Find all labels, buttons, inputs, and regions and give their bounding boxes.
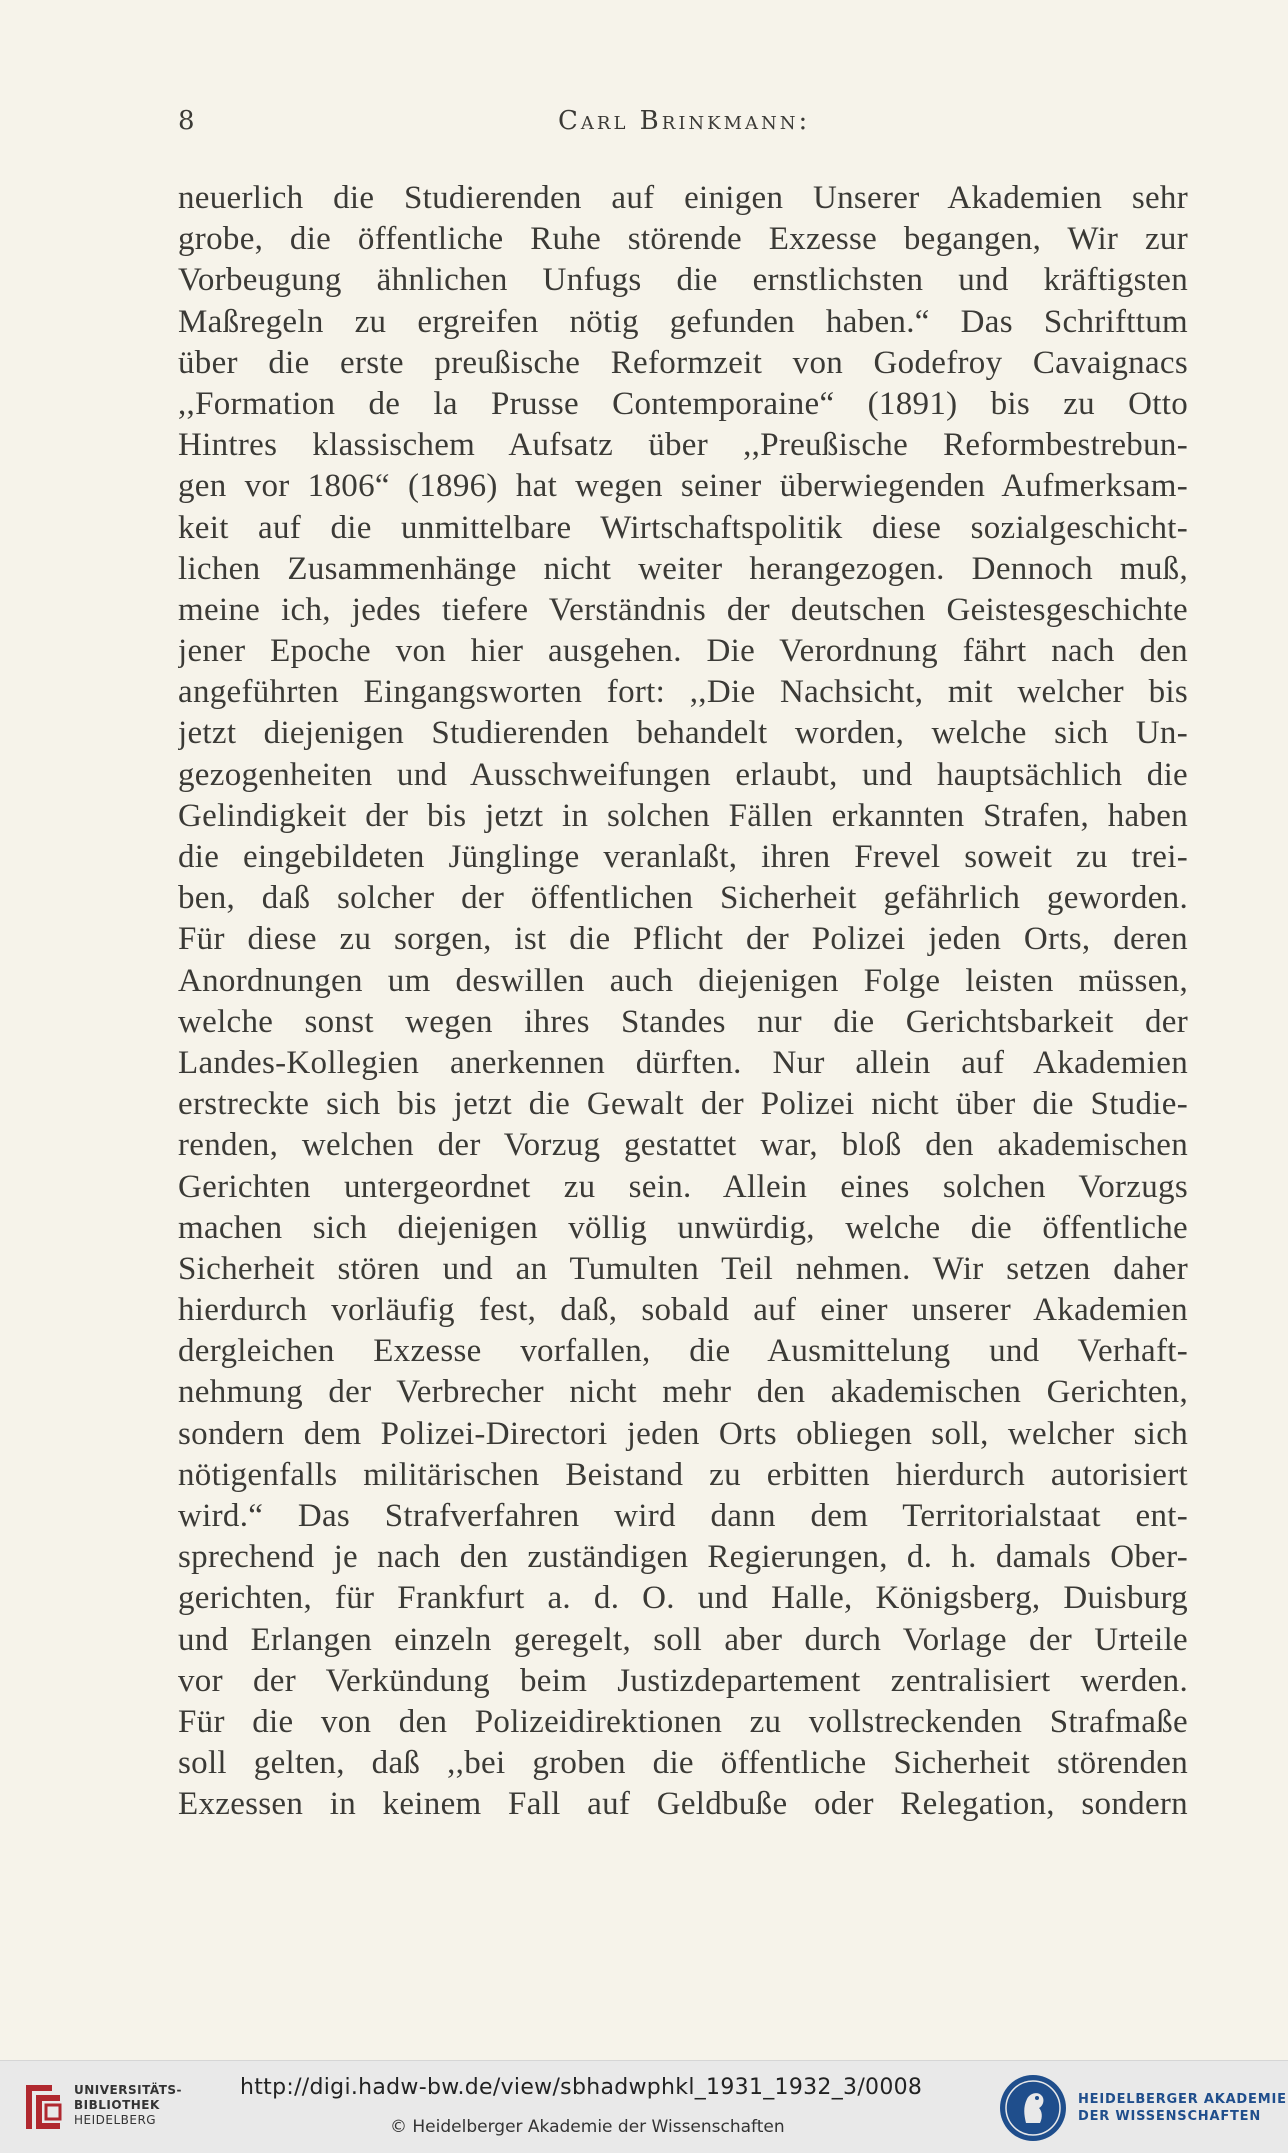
- academy-name: [1078, 2091, 1287, 2125]
- university-library-logo-icon: [18, 2079, 68, 2135]
- academy-line-1: HEIDELBERGER AKADEMIE: [1078, 2092, 1287, 2107]
- text-line: gerichten, für Frankfurt a. d. O. und Halle, Königsberg, Duisburg: [178, 1580, 1188, 1617]
- academy-line-2: DER WISSENSCHAFTEN: [1078, 2109, 1262, 2124]
- text-line: gezogenheiten und Ausschweifungen erlaubt, und hauptsächlich die: [178, 756, 1188, 793]
- text-line: Anordnungen um deswillen auch diejenigen Folge leisten müssen,: [178, 962, 1188, 999]
- library-line-1: UNIVERSITÄTS-: [74, 2083, 183, 2097]
- text-line: keit auf die unmittelbare Wirtschaftspolitik diese sozialgeschicht-: [178, 509, 1188, 546]
- text-line: Maßregeln zu ergreifen nötig gefunden haben.“ Das Schrifttum: [178, 303, 1188, 340]
- text-line: ben, daß solcher der öffentlichen Sicherheit gefährlich geworden.: [178, 880, 1188, 917]
- text-line: sondern dem Polizei-Directori jeden Orts obliegen soll, welcher sich: [178, 1415, 1188, 1452]
- permalink-url[interactable]: http://digi.hadw-bw.de/view/sbhadwphkl_1931_1932_3/0008: [240, 2075, 923, 2100]
- copyright-notice: © Heidelberger Akademie der Wissenschaften: [390, 2117, 785, 2137]
- library-line-2: BIBLIOTHEK: [74, 2098, 160, 2112]
- university-library-name: [74, 2083, 182, 2128]
- text-line: meine ich, jedes tiefere Verständnis der deutschen Geistesgeschichte: [178, 591, 1188, 628]
- text-line: erstreckte sich bis jetzt die Gewalt der Polizei nicht über die Studie-: [178, 1086, 1188, 1123]
- text-line: wird.“ Das Strafverfahren wird dann dem Territorialstaat ent-: [178, 1498, 1188, 1534]
- text-line: jetzt diejenigen Studierenden behandelt worden, welche sich Un-: [178, 715, 1188, 752]
- text-line: sprechend je nach den zuständigen Regierungen, d. h. damals Ober-: [178, 1539, 1188, 1576]
- academy-seal-icon: [996, 2071, 1070, 2145]
- text-line: dergleichen Exzesse vorfallen, die Ausmittelung und Verhaft-: [178, 1333, 1188, 1370]
- text-line: Hintres klassischem Aufsatz über ,,Preußische Reformbestrebun-: [178, 427, 1188, 464]
- text-line: Gerichten untergeordnet zu sein. Allein eines solchen Vorzugs: [178, 1168, 1188, 1205]
- text-line: hierdurch vorläufig fest, daß, sobald auf einer unserer Akademien: [178, 1292, 1188, 1329]
- body-text: [178, 178, 1188, 1826]
- text-line: Exzessen in keinem Fall auf Geldbuße oder Relegation, sondern: [178, 1786, 1188, 1823]
- text-line: lichen Zusammenhänge nicht weiter herangezogen. Dennoch muß,: [178, 550, 1188, 587]
- text-line: renden, welchen der Vorzug gestattet war, bloß den akademischen: [178, 1127, 1188, 1164]
- text-line: Sicherheit stören und an Tumulten Teil nehmen. Wir setzen daher: [178, 1250, 1188, 1287]
- text-line: machen sich diejenigen völlig unwürdig, welche die öffentliche: [178, 1209, 1188, 1246]
- text-line: Für diese zu sorgen, ist die Pflicht der Polizei jeden Orts, deren: [178, 921, 1188, 958]
- text-line: gen vor 1806“ (1896) hat wegen seiner überwiegenden Aufmerksam-: [178, 468, 1188, 505]
- text-line: soll gelten, daß ,,bei groben die öffentliche Sicherheit störenden: [178, 1745, 1188, 1782]
- running-head: [178, 106, 1188, 146]
- text-line: welche sonst wegen ihres Standes nur die Gerichtsbarkeit der: [178, 1003, 1188, 1040]
- text-line: angeführten Eingangsworten fort: ,,Die Nachsicht, mit welcher bis: [178, 674, 1188, 711]
- text-line: und Erlangen einzeln geregelt, soll aber durch Vorlage der Urteile: [178, 1621, 1188, 1658]
- text-line: ,,Formation de la Prusse Contemporaine“ (1891) bis zu Otto: [178, 385, 1188, 422]
- text-line: Gelindigkeit der bis jetzt in solchen Fällen erkannten Strafen, haben: [178, 797, 1188, 834]
- text-line: nehmung der Verbrecher nicht mehr den akademischen Gerichten,: [178, 1374, 1188, 1411]
- running-title: Carl Brinkmann:: [558, 106, 811, 136]
- text-line: über die erste preußische Reformzeit von Godefroy Cavaignacs: [178, 344, 1188, 381]
- library-line-3: HEIDELBERG: [74, 2113, 157, 2127]
- text-line: nötigenfalls militärischen Beistand zu erbitten hierdurch autorisiert: [178, 1456, 1188, 1493]
- page-number: 8: [178, 106, 196, 136]
- text-line: jener Epoche von hier ausgehen. Die Verordnung fährt nach den: [178, 633, 1188, 670]
- text-line: Vorbeugung ähnlichen Unfugs die ernstlichsten und kräftigsten: [178, 262, 1188, 299]
- text-line: neuerlich die Studierenden auf einigen Unserer Akademien sehr: [178, 180, 1188, 216]
- text-line: vor der Verkündung beim Justizdepartement zentralisiert werden.: [178, 1662, 1188, 1699]
- viewer-footer: [0, 2060, 1288, 2153]
- text-line: Landes-Kollegien anerkennen dürften. Nur allein auf Akademien: [178, 1044, 1188, 1081]
- text-line: Für die von den Polizeidirektionen zu vollstreckenden Strafmaße: [178, 1703, 1188, 1740]
- text-line: grobe, die öffentliche Ruhe störende Exzesse begangen, Wir zur: [178, 221, 1188, 258]
- text-line: die eingebildeten Jünglinge veranlaßt, ihren Frevel soweit zu trei-: [178, 839, 1188, 875]
